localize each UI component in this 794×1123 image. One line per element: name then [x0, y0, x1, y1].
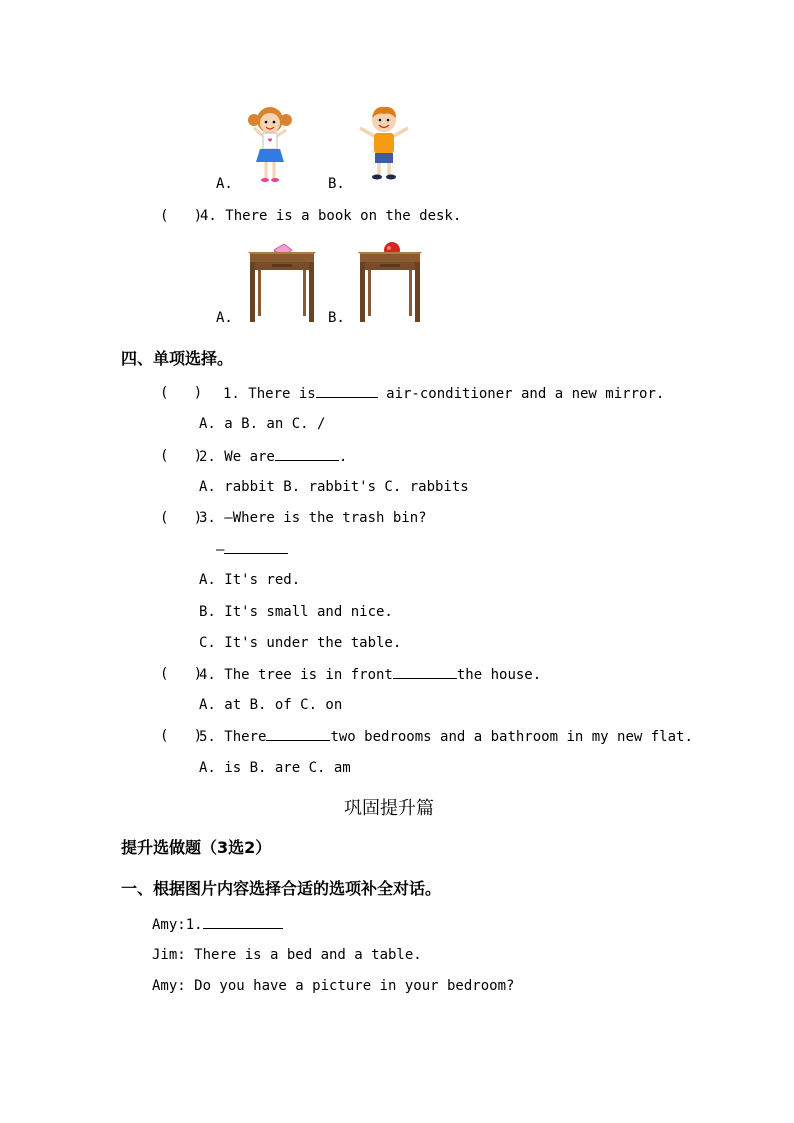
answer-blank[interactable] [203, 916, 283, 929]
section-title: 巩固提升篇 [344, 798, 434, 819]
question-text: 1. There is air-conditioner and a new mirror. [223, 386, 665, 402]
answer-option: C. It's under the table. [199, 635, 402, 651]
boy-picture [354, 104, 414, 182]
answer-paren: ( ) [160, 385, 203, 401]
answer-option: A. It's red. [199, 572, 301, 588]
question-text: 4. There is a book on the desk. [200, 208, 462, 224]
answer-paren: ( ) [160, 510, 203, 526]
dialogue-line: Amy:1. [152, 916, 283, 933]
dialogue-line: Amy: Do you have a picture in your bedroom? [152, 978, 515, 994]
answer-paren: ( ) [160, 728, 203, 744]
answer-paren: ( ) [160, 448, 203, 464]
part-heading: 一、根据图片内容选择合适的选项补全对话。 [121, 879, 442, 898]
desk-with-apple-picture [356, 242, 424, 324]
question-text: 4. The tree is in front the house. [199, 667, 542, 683]
q3-option-a-label: A. [216, 176, 233, 192]
question-text: 3. —Where is the trash bin? [199, 510, 427, 526]
answer-blank[interactable] [275, 448, 339, 461]
answer-option: B. It's small and nice. [199, 604, 393, 620]
answer-paren: ( ) [160, 666, 203, 682]
q3-option-b-label: B. [328, 176, 345, 192]
answer-options: A. a B. an C. / [199, 416, 326, 432]
question-text: 2. We are . [199, 449, 348, 465]
subtitle: 提升选做题（3选2） [121, 838, 272, 857]
answer-options: A. at B. of C. on [199, 697, 343, 713]
desk-with-book-picture [246, 242, 318, 324]
q4-option-b-label: B. [328, 310, 345, 326]
girl-picture [246, 100, 294, 185]
answer-blank[interactable] [316, 385, 378, 398]
answer-blank[interactable] [393, 666, 457, 679]
answer-paren: ( ) [160, 208, 203, 224]
answer-line: — [216, 541, 288, 558]
dialogue-line: Jim: There is a bed and a table. [152, 947, 422, 963]
q4-option-a-label: A. [216, 310, 233, 326]
answer-options: A. rabbit B. rabbit's C. rabbits [199, 479, 469, 495]
question-text: 5. There two bedrooms and a bathroom in my new flat. [199, 729, 693, 745]
answer-options: A. is B. are C. am [199, 760, 351, 776]
answer-blank[interactable] [266, 728, 330, 741]
answer-blank[interactable] [224, 541, 288, 554]
section-heading: 四、单项选择。 [121, 349, 234, 368]
